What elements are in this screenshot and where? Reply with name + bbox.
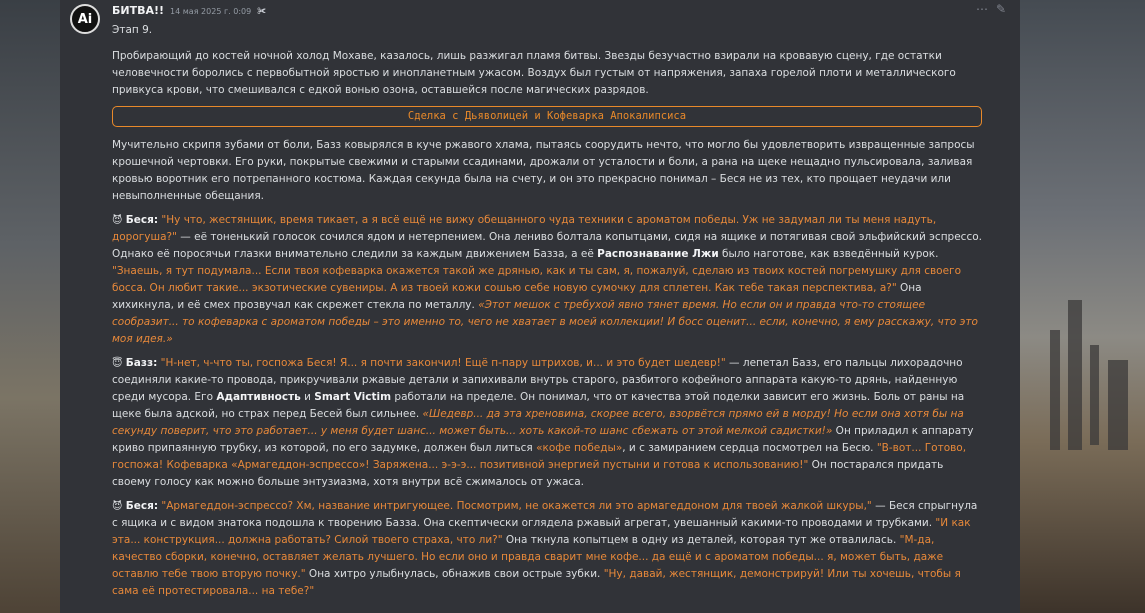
username[interactable]: БИТВА!!: [112, 4, 165, 17]
quote: «кофе победы»: [536, 442, 623, 454]
quote: "М-да, качество сборки, конечно, оставляет желать лучшего. Но если оно и правда сварит мне кофе... да ещё и с ароматом победы... я, может быть, даже оставлю тебе твою вторую почку.": [112, 534, 944, 580]
ruin-tower: [1108, 360, 1128, 450]
speaker-name: Беся:: [125, 500, 159, 512]
more-options-icon[interactable]: ⋯: [975, 2, 988, 16]
ruin-tower: [1050, 330, 1060, 450]
narration: Она хихикнула, и её смех прозвучал как скрежет стекла по металлу.: [112, 282, 922, 311]
narration: Она хитро улыбнулась, обнажив свои острые зубки.: [305, 568, 604, 580]
edit-icon[interactable]: ✎: [995, 2, 1006, 16]
narration: — лепетал Базз, его пальцы лихорадочно соединяли какие-то провода, прикручивали ржавые детали и запихивали внутрь старого, разбитого кофейного аппарата какую-то дрянь, найденную среди мусора. Его: [112, 357, 963, 403]
inner-thought: «Этот мешок с требухой явно тянет время. Но если он и правда что-то стоящее сообразит... то кофеварка с ароматом победы – это именно то, чего не хватает в моей коллекции! И босс оценит... если, конечно, я ему расскажу, что это моя идея.»: [112, 299, 978, 345]
speaker-name: Беся:: [125, 214, 159, 226]
scissors-icon: ✀: [257, 7, 267, 17]
chapter-title: Сделка с Дьяволицей и Кофеварка Апокалипсиса: [112, 106, 982, 127]
message-header: [112, 4, 266, 18]
ruin-tower: [1090, 345, 1099, 445]
intro-paragraph: Пробирающий до костей ночной холод Мохаве, казалось, лишь разжигал пламя битвы. Звезды безучастно взирали на кровавую сцену, где остатки человечности боролись с первобытной яростью и инопланетным ужасом. Воздух был густым от напряжения, запаха горелой плоти и металлического привкуса крови, что смешивался с едкой вонью озона, оставшейся после магических разрядов.: [112, 50, 956, 96]
quote: "Ну, давай, жестянщик, демонстрируй! Или ты хочешь, чтобы я сама её протестировала... на тебе?": [112, 568, 961, 597]
message-content: [112, 22, 982, 607]
quote: "Знаешь, я тут подумала... Если твоя кофеварка окажется такой же дрянью, как и ты сам, я, пожалуй, сделаю из твоих костей погремушку для своего босса. Он любит такие... экзотические сувениры. А из твоей кожи сошью себе новую сумочку для сплетен. Как тебе такая перспектива, а?": [112, 265, 962, 294]
bold-term: Распознавание Лжи: [597, 248, 719, 260]
message-actions: [976, 2, 1006, 16]
background-left: [0, 0, 60, 613]
quote: "В-вот... Готово, госпожа! Кофеварка «Армагеддон-эспрессо»! Заряжена... э-э-э... позитивной энергией пустыни и готова к использованию!": [112, 442, 967, 471]
narration: — Беся спрыгнула с ящика и с видом знатока подошла к творению Базза. Она скептически оглядела ржавый агрегат, увешанный какими-то проводами и трубками.: [112, 500, 978, 529]
narration: , и с замиранием сердца посмотрел на Бесю.: [622, 442, 877, 454]
paragraph-besya-1: [112, 212, 982, 348]
speaker-name: Базз:: [125, 357, 158, 369]
inner-thought: «Шедевр... да эта хреновина, скорее всего, взорвётся прямо ей в морду! Но если она хотя бы на секунду поверит, что это работает... у меня будет шанс... может быть... хоть какой-то шанс сбежать от этой мелкой садистки!»: [112, 408, 964, 437]
paragraph-1: Мучительно скрипя зубами от боли, Базз ковырялся в куче ржавого хлама, пытаясь соорудить нечто, что могло бы удовлетворить извращенные запросы крошечной чертовки. Его руки, покрытые свежими и старыми ссадинами, дрожали от усталости и боли, а рана на щеке нещадно пульсировала, заливая кровью воротник его потрепанного костюма. Каждая секунда была на счету, и он это прекрасно понимал – Беся не из тех, кто прощает неудачи или невыполненные обещания.: [112, 139, 975, 202]
paragraph-buzz: [112, 355, 982, 491]
chat-panel: [60, 0, 1020, 613]
avatar[interactable]: [70, 4, 100, 34]
avatar-text: Ai: [77, 11, 93, 27]
quote: "Армагеддон-эспрессо? Хм, название интригующее. Посмотрим, не окажется ли это армагеддоном для твоей жалкой шкуры,": [161, 500, 872, 512]
narration: — её тоненький голосок сочился ядом и нетерпением. Она лениво болтала копытцами, сидя на ящике и потягивая свой эльфийский эспрессо. Однако её поросячьи глазки внимательно следили за каждым движением Базза, а её: [112, 231, 982, 260]
ruin-tower: [1068, 300, 1082, 450]
narration: и: [300, 391, 315, 403]
bold-term: Smart Victim: [314, 391, 392, 403]
narration: работали на пределе. Он понимал, что от качества этой поделки зависит его жизнь. Боль от раны на щеке была адской, но страх перед Бесей был сильнее.: [112, 391, 965, 420]
narration: Она ткнула копытцем в одну из деталей, которая тут же отвалилась.: [502, 534, 900, 546]
paragraph-besya-2: [112, 498, 982, 600]
narration: Он приладил к аппарату криво припаянную трубку, из которой, по его задумке, должен был литься: [112, 425, 974, 454]
bold-term: Адаптивность: [216, 391, 301, 403]
background-right: [1020, 0, 1145, 613]
quote: "Ну что, жестянщик, время тикает, а я всё ещё не вижу обещанного чуда техники с ароматом победы. Уж не задумал ли ты меня надуть, дорогуша?": [112, 214, 937, 243]
narration: было наготове, как взведённый курок.: [718, 248, 939, 260]
narration: Он постарался придать своему голосу как можно больше энтузиазма, хотя внутри всё сжималось от ужаса.: [112, 459, 944, 488]
quote: "Н-нет, ч-что ты, госпожа Беся! Я... я почти закончил! Ещё п-пару штрихов, и... и это будет шедевр!": [160, 357, 726, 369]
devil-emoji-icon: 😈: [112, 501, 123, 512]
timestamp: 14 мая 2025 г. 0:09: [170, 7, 252, 16]
quote: "И как эта... конструкция... должна работать? Силой твоего страха, что ли?": [112, 517, 971, 546]
stage-label: Этап 9.: [112, 24, 153, 36]
devil-emoji-icon: 😈: [112, 215, 123, 226]
angel-emoji-icon: 😇: [112, 358, 123, 369]
